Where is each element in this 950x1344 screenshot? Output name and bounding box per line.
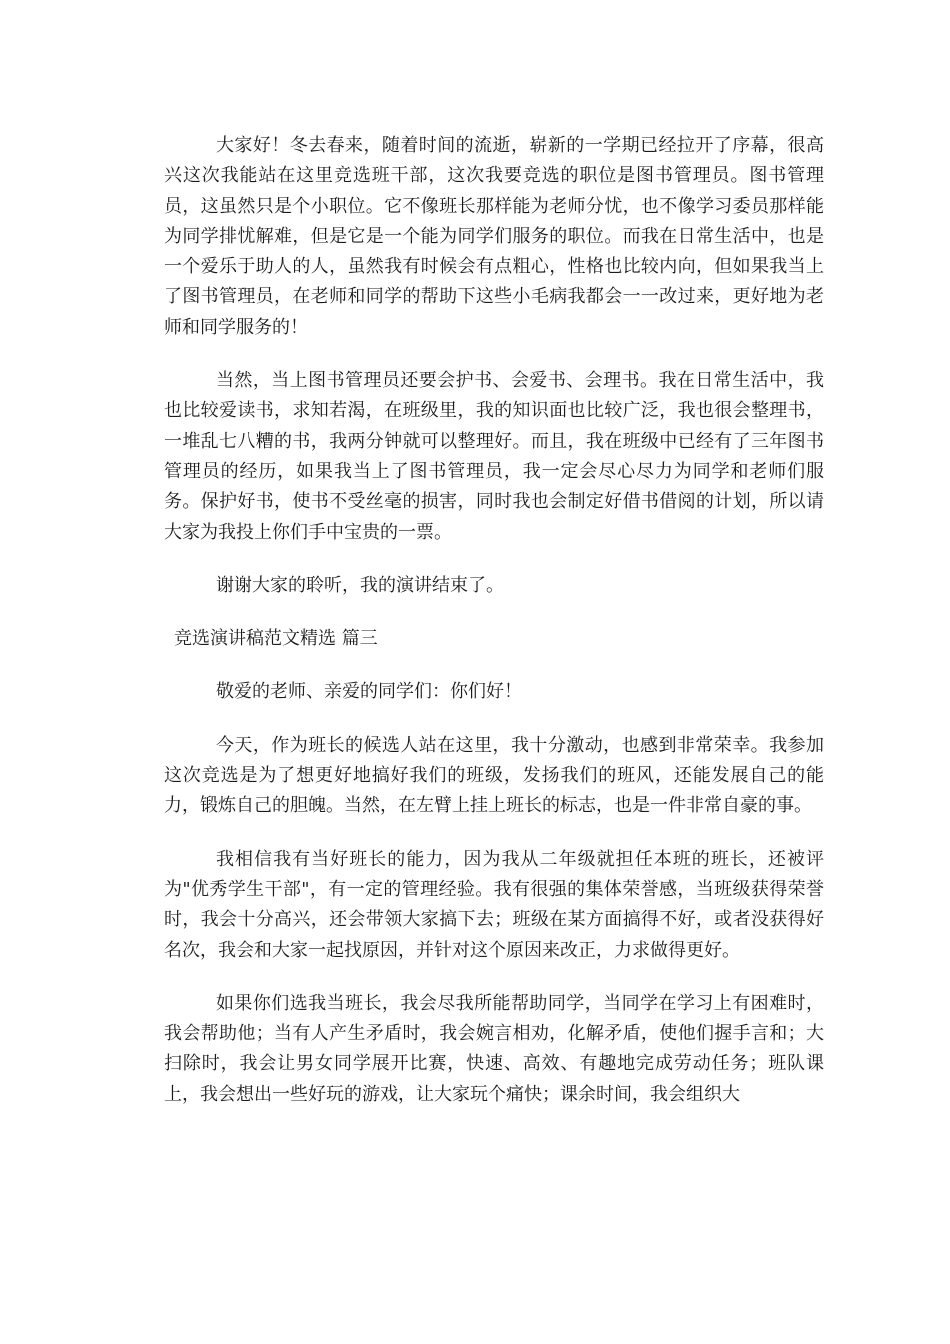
paragraph-greeting: 敬爱的老师、亲爱的同学们：你们好！	[216, 681, 522, 703]
paragraph-librarian-duties: 当然，当上图书管理员还要会护书、会爱书、会理书。我在日常生活中，我也比较爱读书，求知若渴，在班级里，我的知识面也比较广泛，我也很会整理书，一堆乱七八糟的书，我两分钟就可以整理好。而且，我在班级中已经有了三年图书管理员的经历，如果我当上了图书管理员，我一定会尽心尽力为同学和老师们服务。保护好书，使书不受丝毫的损害，同时我也会制定好借书借阅的计划，所以请大家为我投上你们手中宝贵的一票。	[164, 370, 824, 543]
paragraph-intro: 大家好！冬去春来，随着时间的流逝，崭新的一学期已经拉开了序幕，很高兴这次我能站在这里竞选班干部，这次我要竞选的职位是图书管理员。图书管理员，这虽然只是个小职位。它不像班长那样能为老师分忧，也不像学习委员那样能为同学排忧解难，但是它是一个能为同学们服务的职位。而我在日常生活中，也是一个爱乐于助人的人，虽然我有时候会有点粗心，性格也比较内向，但如果我当上了图书管理员，在老师和同学的帮助下这些小毛病我都会一一改过来，更好地为老师和同学服务的！	[164, 135, 824, 338]
paragraph-monitor-ability: 我相信我有当好班长的能力，因为我从二年级就担任本班的班长，还被评为"优秀学生干部"，有一定的管理经验。我有很强的集体荣誉感，当班级获得荣誉时，我会十分高兴，还会带领大家搞下去；班级在某方面搞得不好，或者没获得好名次，我会和大家一起找原因，并针对这个原因来改正，力求做得更好。	[164, 848, 824, 961]
paragraph-closing: 谢谢大家的聆听，我的演讲结束了。	[216, 574, 504, 596]
paragraph-monitor-plans: 如果你们选我当班长，我会尽我所能帮助同学，当同学在学习上有困难时，我会帮助他；当有人产生矛盾时，我会婉言相劝，化解矛盾，使他们握手言和；大扫除时，我会让男女同学展开比赛，快速、高效、有趣地完成劳动任务；班队课上，我会想出一些好玩的游戏，让大家玩个痛快；课余时间，我会组织大	[164, 992, 824, 1105]
section-heading: 竞选演讲稿范文精选 篇三	[174, 628, 378, 650]
paragraph-monitor-intro: 今天，作为班长的候选人站在这里，我十分激动，也感到非常荣幸。我参加这次竞选是为了想更好地搞好我们的班级，发扬我们的班风，还能发展自己的能力，锻炼自己的胆魄。当然，在左臂上挂上班长的标志，也是一件非常自豪的事。	[164, 734, 824, 817]
document-body	[164, 131, 824, 1110]
